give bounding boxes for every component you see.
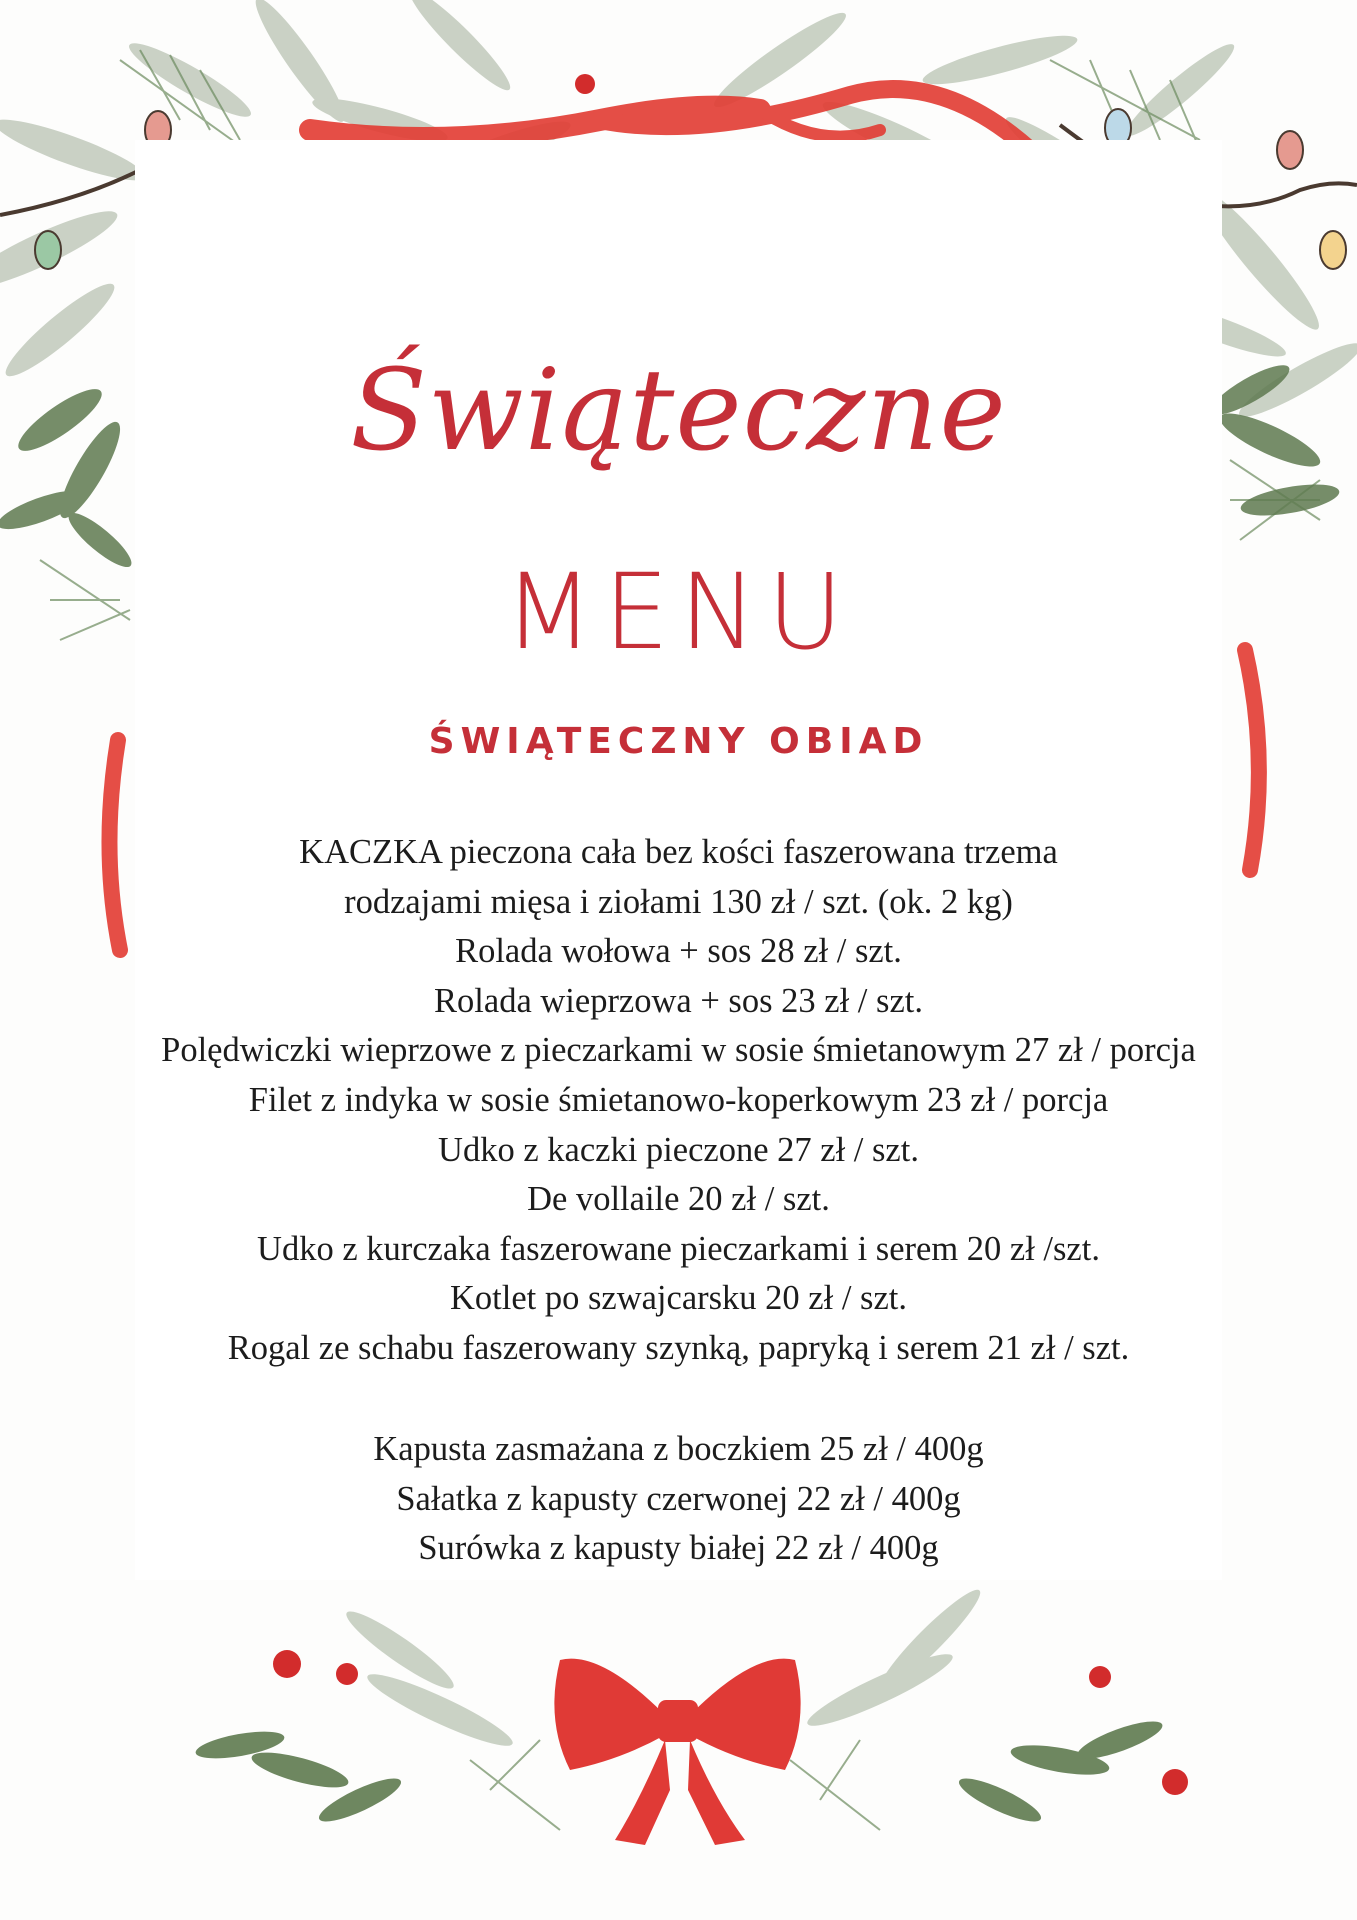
- menu-item: Filet z indyka w sosie śmietanowo-koperkowym 23 zł / porcja: [248, 1080, 1109, 1119]
- menu-item: Sałatka z kapusty czerwonej 22 zł / 400g: [396, 1479, 961, 1518]
- menu-item: KACZKA pieczona cała bez kości faszerowana trzema: [299, 833, 1058, 871]
- menu-item: Rolada wołowa + sos 28 zł / szt.: [455, 932, 902, 971]
- main-dishes-list: [40, 828, 1317, 1374]
- menu-title: MENU: [503, 551, 854, 673]
- menu-title-script: Świąteczne: [350, 346, 1007, 476]
- side-dishes-list: [40, 1425, 1317, 1574]
- menu-item: Kapusta zasmażana z boczkiem 25 zł / 400g: [373, 1430, 984, 1468]
- menu-item: Kotlet po szwajcarsku 20 zł / szt.: [449, 1279, 907, 1318]
- menu-item: De vollaile 20 zł / szt.: [527, 1180, 830, 1219]
- section-heading: ŚWIĄTECZNY OBIAD: [428, 721, 929, 762]
- menu-item: Rogal ze schabu faszerowany szynką, papryką i serem 21 zł / szt.: [227, 1328, 1130, 1367]
- bow-icon: [554, 1659, 800, 1845]
- menu-item: Surówka z kapusty białej 22 zł / 400g: [418, 1529, 939, 1568]
- menu-item: Polędwiczki wieprzowe z pieczarkami w sosie śmietanowym 27 zł / porcja: [161, 1031, 1196, 1070]
- menu-item: Rolada wieprzowa + sos 23 zł / szt.: [434, 981, 923, 1020]
- menu-item: Udko z kurczaka faszerowane pieczarkami i serem 20 zł /szt.: [257, 1229, 1100, 1268]
- menu-item: rodzajami mięsa i ziołami 130 zł / szt. (ok. 2 kg): [344, 882, 1013, 921]
- menu-item: Udko z kaczki pieczone 27 zł / szt.: [438, 1130, 919, 1169]
